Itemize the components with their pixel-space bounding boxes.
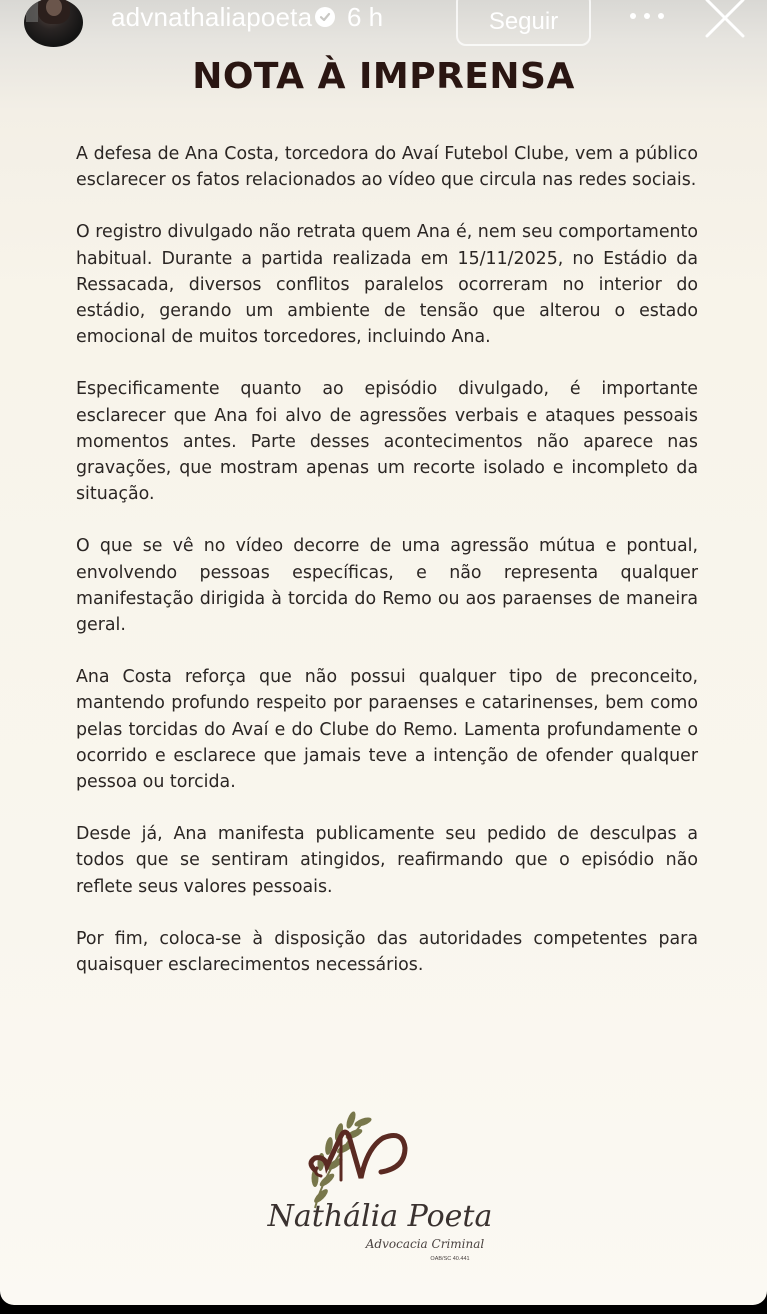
story-header bbox=[0, 0, 767, 50]
logo-registration: OAB/SC 40.441 bbox=[430, 1256, 470, 1262]
follow-button[interactable]: Seguir bbox=[456, 0, 591, 46]
verified-badge-icon bbox=[315, 7, 335, 27]
paragraph-7: Por fim, coloca-se à disposição das autoridades competentes para quaisquer esclarecimentos necessários. bbox=[76, 928, 698, 976]
monogram-n-icon bbox=[311, 1132, 405, 1180]
paragraph-4: O que se vê no vídeo decorre de uma agressão mútua e pontual, envolvendo pessoas específicas, e não representa qualquer manifestação dirigida à torcida do Remo ou aos paraenses de maneira geral. bbox=[76, 536, 698, 636]
logo-name: Nathália Poeta bbox=[267, 1199, 493, 1234]
paragraph-2: O registro divulgado não retrata quem Ana é, nem seu comportamento habitual. Durante a partida realizada em 15/11/2025, no Estádio da Ressacada, diversos conflitos paralelos ocorreram no interior do estádio, gerando um ambiente de tensão que alterou o estado emocional de muitos torcedores, incluindo Ana. bbox=[76, 222, 698, 348]
close-icon bbox=[703, 0, 747, 40]
more-horizontal-icon-dot bbox=[644, 13, 650, 19]
more-horizontal-icon-dot bbox=[658, 13, 664, 19]
profile-username[interactable]: advnathaliapoeta bbox=[111, 2, 313, 32]
paragraph-6: Desde já, Ana manifesta publicamente seu pedido de desculpas a todos que se sentiram atingidos, reafirmando que o episódio não reflete seus valores pessoais. bbox=[76, 824, 698, 897]
paragraph-5: Ana Costa reforça que não possui qualquer tipo de preconceito, mantendo profundo respeito por paraenses e catarinenses, bem como pelas torcidas do Avaí e do Clube do Remo. Lamenta profundamente o ocorrido e esclarece que jamais teve a intenção de ofender qualquer pessoa ou torcida. bbox=[76, 667, 698, 793]
bottom-bar bbox=[0, 1305, 767, 1314]
close-button[interactable] bbox=[703, 0, 747, 40]
post-time: 6 h bbox=[347, 2, 384, 32]
avatar-background bbox=[26, 2, 38, 22]
paragraph-3: Especificamente quanto ao episódio divulgado, é importante esclarecer que Ana foi alvo de agressões verbais e ataques pessoais momentos antes. Parte desses acontecimentos não aparece nas gravações, que mostram apenas um recorte isolado e incompleto da situação. bbox=[76, 379, 698, 505]
more-options-button[interactable] bbox=[630, 6, 664, 26]
paragraph-1: A defesa de Ana Costa, torcedora do Avaí Futebol Clube, vem a público esclarecer os fatos relacionados ao vídeo que circula nas redes sociais. bbox=[76, 144, 698, 191]
document-body bbox=[76, 141, 698, 1004]
profile-avatar[interactable] bbox=[24, 0, 83, 47]
document-title: NOTA À IMPRENSA bbox=[192, 56, 575, 97]
more-horizontal-icon bbox=[630, 13, 636, 19]
law-firm-logo bbox=[255, 1108, 505, 1268]
logo-subtitle: Advocacia Criminal bbox=[365, 1237, 485, 1251]
